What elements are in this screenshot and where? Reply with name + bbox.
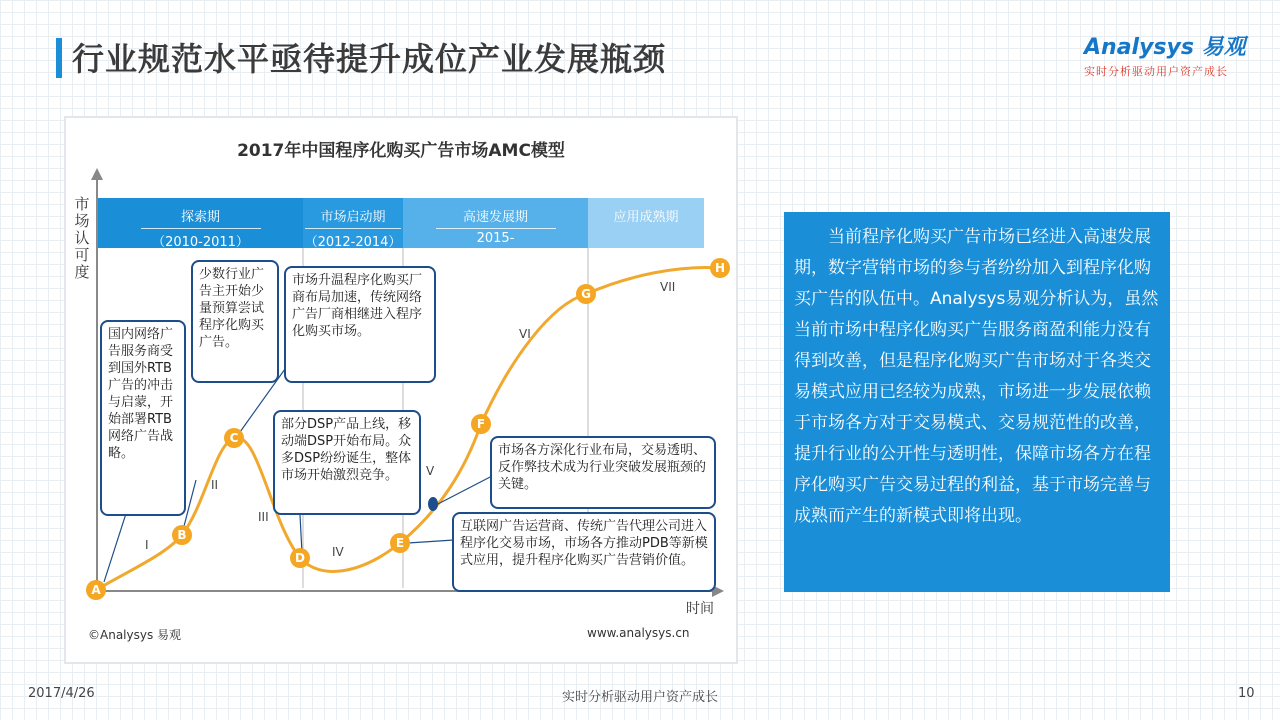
chart-title: 2017年中国程序化购买广告市场AMC模型 xyxy=(237,141,565,161)
callout-stage-3: 市场升温程序化购买厂商布局加速，传统网络广告厂商相继进入程序化购买市场。 xyxy=(284,266,436,383)
analysis-text-box: 当前程序化购买广告市场已经进入高速发展期，数字营销市场的参与者纷纷加入到程序化购买广告的队伍中。Analysys易观分析认为，虽然当前市场中程序化购买广告服务商盈利能力没有得到改善，但是程序化购买广告市场对于各类交易模式应用已经较为成熟，市场进一步发展依赖于市场各方对于交易模式、交易规范性的改善，提升行业的公开性与透明性，保障市场各方在程序化购买广告交易过程的利益，基于市场完善与成熟而产生的新模式即将出现。 xyxy=(784,212,1170,592)
chart-source-url: www.analysys.cn xyxy=(587,626,690,640)
stage-label: II xyxy=(211,478,219,492)
stage-label: VI xyxy=(519,327,531,341)
stage-label: VII xyxy=(660,280,676,294)
y-axis-label: 市场认可度 xyxy=(74,195,90,281)
callout-stage-4: 部分DSP产品上线，移动端DSP开始布局。众多DSP纷纷诞生，整体市场开始激烈竞争。 xyxy=(273,410,421,515)
point-b-label: B xyxy=(177,528,187,542)
point-a-label: A xyxy=(91,583,101,597)
stage-label: V xyxy=(426,464,435,478)
point-d-label: D xyxy=(295,551,305,565)
logo-wordmark: Analysys 易观 xyxy=(1084,35,1246,60)
chart-copyright: ©Analysys 易观 xyxy=(88,628,182,642)
callout-leader xyxy=(408,540,454,543)
phase-label: 市场启动期 xyxy=(320,210,386,225)
footer-date: 2017/4/26 xyxy=(28,686,95,701)
phase-years: 2015- xyxy=(436,228,556,246)
point-c-label: C xyxy=(229,431,239,445)
phase-years: （2012-2014） xyxy=(305,228,402,250)
point-h-label: H xyxy=(714,261,726,275)
callout-leader xyxy=(436,475,494,505)
current-position-marker xyxy=(428,497,438,511)
callout-stage-2: 少数行业广告主开始少量预算尝试程序化购买广告。 xyxy=(191,260,279,383)
phase-label: 应用成熟期 xyxy=(613,210,679,225)
phase-label: 探索期 xyxy=(180,210,220,225)
page-number: 10 xyxy=(1238,686,1255,701)
logo-slogan: 实时分析驱动用户资产成长 xyxy=(1084,65,1228,78)
footer-slogan: 实时分析驱动用户资产成长 xyxy=(561,690,718,705)
page-title: 行业规范水平亟待提升成位产业发展瓶颈 xyxy=(72,40,667,78)
stage-label: IV xyxy=(332,545,344,559)
point-e-label: E xyxy=(395,536,405,550)
stage-label: III xyxy=(258,510,269,524)
callout-stage-6: 互联网广告运营商、传统广告代理公司进入程序化交易市场，市场各方推动PDB等新模式应用，提升程序化购买广告营销价值。 xyxy=(452,512,716,592)
x-axis-label: 时间 xyxy=(686,601,714,617)
phase-years: （2010-2011） xyxy=(141,228,261,250)
callout-stage-1: 国内网络广告服务商受到国外RTB广告的冲击与启蒙，开始部署RTB网络广告战略。 xyxy=(100,320,186,516)
callout-stage-5: 市场各方深化行业布局，交易透明、反作弊技术成为行业突破发展瓶颈的关键。 xyxy=(490,436,716,509)
point-g-label: G xyxy=(581,287,591,301)
point-f-label: F xyxy=(476,417,486,431)
stage-label: I xyxy=(145,538,149,552)
phase-label: 高速发展期 xyxy=(462,210,528,225)
y-axis-arrow xyxy=(91,168,103,180)
